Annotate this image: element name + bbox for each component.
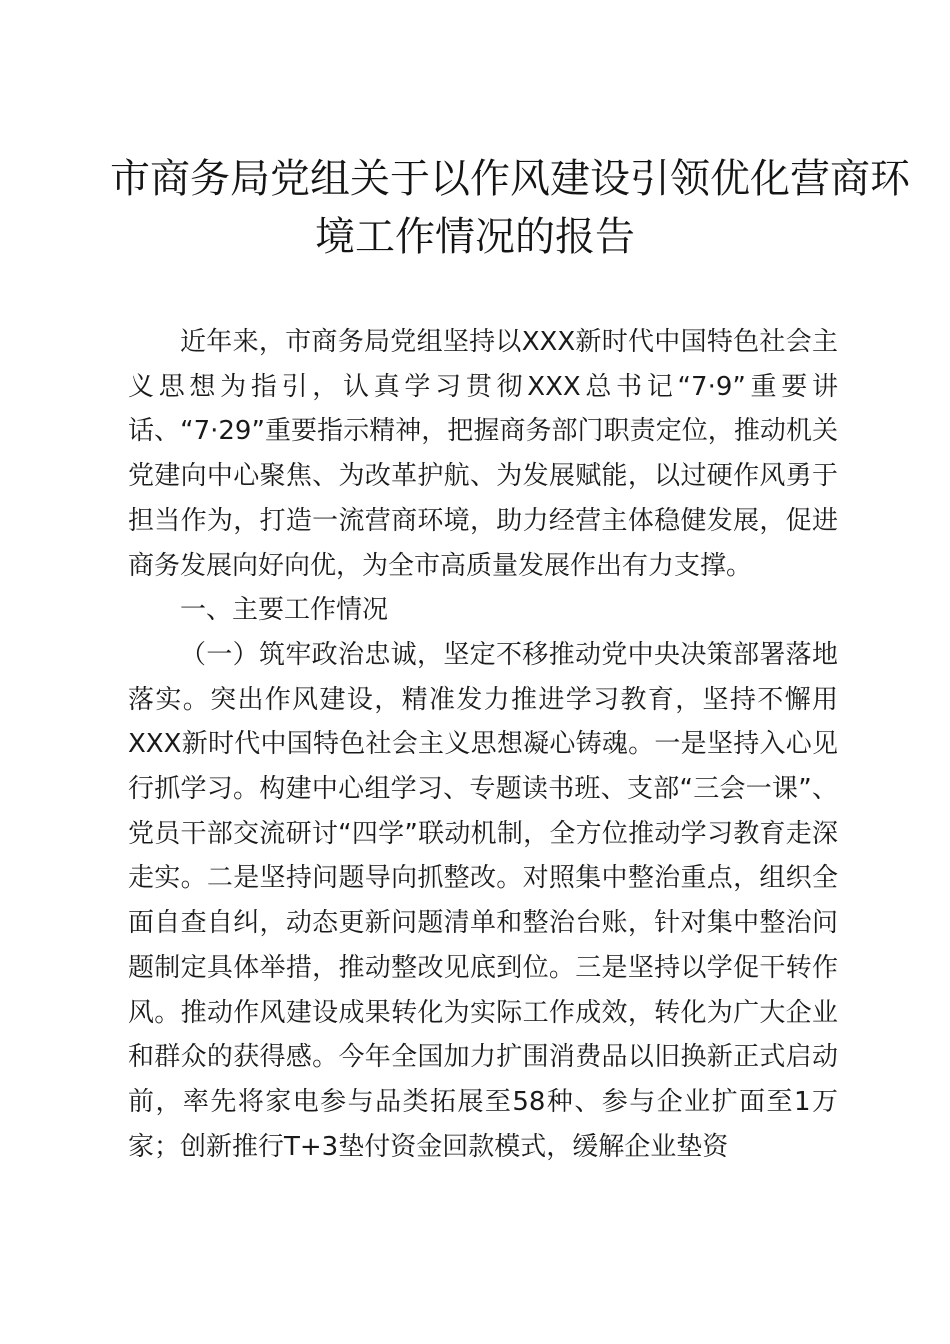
section-paragraph: （一）筑牢政治忠诚，坚定不移推动党中央决策部署落地落实。突出作风建设，精准发力推进学习教育，坚持不懈用XXX新时代中国特色社会主义思想凝心铸魂。一是坚持入心见行抓学习。构建中心组学习、专题读书班、支部“三会一课”、党员干部交流研讨“四学”联动机制，全方位推动学习教育走深走实。二是坚持问题导向抓整改。对照集中整治重点，组织全面自查自纠，动态更新问题清单和整治台账，针对集中整治问题制定具体举措，推动整改见底到位。三是坚持以学促干转作风。推动作风建设成果转化为实际工作成效，转化为广大企业和群众的获得感。今年全国加力扩围消费品以旧换新正式启动前，率先将家电参与品类拓展至58种、参与企业扩面至1万家；创新推行T+3垫付资金回款模式，缓解企业垫资 [128, 639, 838, 1162]
intro-paragraph: 近年来，市商务局党组坚持以XXX新时代中国特色社会主义思想为指引，认真学习贯彻XXX总书记“7·9”重要讲话、“7·29”重要指示精神，把握商务部门职责定位，推动机关党建向中心聚焦、为改革护航、为发展赋能，以过硬作风勇于担当作为，打造一流营商环境，助力经营主体稳健发展，促进商务发展向好向优，为全市高质量发展作出有力支撑。 [128, 327, 838, 581]
section-heading: 一、主要工作情况 [180, 595, 389, 626]
title-line-2: 境工作情况的报告 [315, 214, 635, 260]
document-title [110, 150, 910, 266]
title-line-1: 市商务局党组关于以作风建设引领优化营商环 [110, 156, 910, 202]
document-body [128, 320, 838, 1169]
